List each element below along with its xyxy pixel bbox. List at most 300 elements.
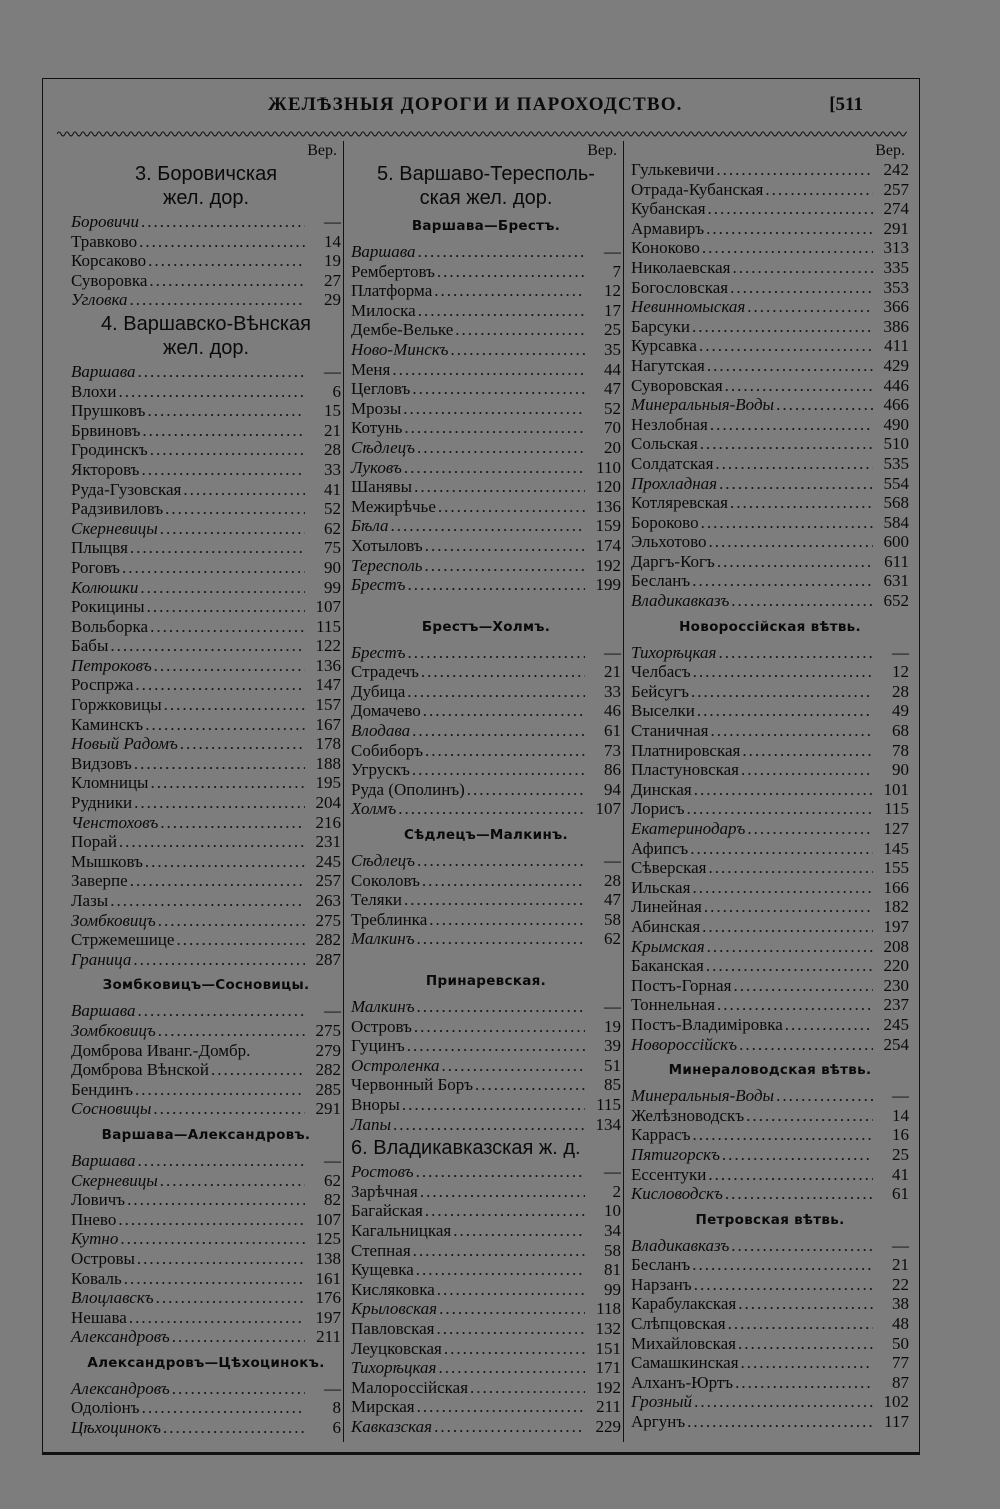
leader-dots	[398, 799, 585, 819]
station-row	[631, 395, 909, 415]
leader-dots	[129, 1308, 305, 1328]
station-name: Влохи	[71, 381, 117, 401]
station-row	[351, 281, 621, 301]
distance-value: 82	[324, 1190, 341, 1210]
station-name: Корсаково	[71, 251, 147, 271]
station-name: Угловка	[71, 290, 128, 310]
distance-value: 50	[892, 1333, 909, 1353]
distance-value: 192	[595, 555, 621, 575]
station-row	[71, 519, 341, 539]
leader-dots	[708, 1165, 873, 1185]
leader-dots	[150, 440, 305, 460]
leader-dots	[708, 858, 873, 878]
leader-dots	[741, 1353, 873, 1373]
station-name: Отрада-Кубанская	[631, 179, 764, 199]
station-name: Гродинскъ	[71, 440, 148, 460]
leader-dots	[437, 262, 585, 282]
station-row	[71, 1398, 341, 1418]
station-name: Платформа	[351, 281, 433, 301]
station-row	[351, 1378, 621, 1398]
distance-value: 22	[892, 1274, 909, 1294]
station-name: Постъ-Горная	[631, 975, 732, 995]
station-name: Кущевка	[351, 1260, 414, 1280]
station-row	[351, 1095, 621, 1115]
distance-value: 229	[595, 1416, 621, 1436]
station-row	[71, 695, 341, 715]
station-name: Минеральныя-Воды	[631, 395, 775, 415]
station-row	[351, 340, 621, 360]
station-row	[351, 1115, 621, 1135]
leader-dots	[141, 212, 305, 232]
leader-dots	[731, 1236, 873, 1256]
station-name: Желѣзноводскъ	[631, 1105, 745, 1125]
leader-dots	[704, 897, 873, 917]
distance-value: 174	[595, 535, 621, 555]
station-name: Бороково	[631, 512, 699, 532]
distance-value: 115	[596, 1094, 621, 1114]
station-row	[351, 682, 621, 702]
station-row	[351, 760, 621, 780]
station-name: Петроковъ	[71, 655, 152, 675]
station-name: Варшава	[71, 1001, 136, 1021]
station-name: Порай	[71, 832, 117, 852]
distance-value: 10	[604, 1201, 621, 1221]
leader-dots	[470, 1378, 585, 1398]
station-row	[631, 297, 909, 317]
station-row	[631, 317, 909, 337]
station-row	[631, 199, 909, 219]
distance-value: 182	[883, 897, 909, 917]
station-name: Сосновицы	[71, 1099, 152, 1119]
station-row	[71, 656, 341, 676]
station-row	[71, 1308, 341, 1328]
distance-value: 115	[316, 616, 341, 636]
station-name: Дубица	[351, 681, 406, 701]
station-row	[631, 819, 909, 839]
station-name: Гулькевичи	[631, 160, 715, 179]
station-row	[631, 336, 909, 356]
station-name: Багайская	[351, 1201, 423, 1221]
leader-dots	[149, 271, 305, 291]
station-name: Треблинка	[351, 909, 428, 929]
station-row	[631, 474, 909, 494]
leader-dots	[436, 1319, 585, 1339]
distance-value: 46	[604, 701, 621, 721]
station-row	[351, 399, 621, 419]
distance-value: 81	[604, 1260, 621, 1280]
station-name: Брвиновъ	[71, 420, 141, 440]
station-row	[631, 1255, 909, 1275]
distance-value: 157	[315, 695, 341, 715]
distance-value: 35	[604, 339, 621, 359]
distance-value: 291	[883, 218, 909, 238]
leader-dots	[687, 799, 873, 819]
station-name: Крыловская	[351, 1299, 438, 1319]
distance-value: 61	[892, 1184, 909, 1204]
station-row	[71, 382, 341, 402]
station-name: Колюшки	[71, 577, 139, 597]
station-name: Рокицины	[71, 597, 145, 617]
station-row	[71, 1060, 341, 1080]
station-name: Межирѣчье	[351, 496, 436, 516]
leader-dots	[142, 421, 305, 441]
station-name: Зомбковицъ	[71, 1020, 156, 1040]
distance-value: 117	[884, 1412, 909, 1432]
distance-value: 230	[883, 975, 909, 995]
leader-dots	[747, 819, 873, 839]
leader-dots	[154, 656, 305, 676]
station-name: Курсавка	[631, 336, 697, 356]
station-row	[351, 556, 621, 576]
station-row	[351, 262, 621, 282]
station-row	[71, 460, 341, 480]
distance-value: 7	[612, 261, 621, 281]
leader-dots	[130, 871, 305, 891]
station-name: Богословская	[631, 277, 729, 297]
station-row	[71, 1288, 341, 1308]
leader-dots	[420, 1182, 585, 1202]
station-name: Владикавказъ	[631, 591, 730, 611]
section-heading: Новороссiйская вѣтвь.	[679, 618, 861, 635]
station-name: Минеральныя-Воды	[631, 1086, 775, 1106]
leader-dots	[715, 454, 873, 474]
distance-value: 14	[892, 1105, 909, 1125]
distance-value: 291	[315, 1099, 341, 1119]
station-row	[71, 421, 341, 441]
station-row	[71, 1190, 341, 1210]
station-name: Самашкинская	[631, 1353, 739, 1373]
distance-value: —	[324, 1001, 341, 1021]
railway-heading	[71, 312, 341, 360]
station-name: Даргъ-Когъ	[631, 551, 715, 571]
leader-dots	[122, 558, 305, 578]
station-name: Мирская	[351, 1397, 415, 1417]
distance-value: —	[604, 851, 621, 871]
station-name: Ростовъ	[351, 1162, 414, 1182]
station-row	[71, 911, 341, 931]
leader-dots	[694, 780, 873, 800]
station-name: Зарѣчная	[351, 1181, 418, 1201]
station-row	[351, 741, 621, 761]
distance-value: 600	[883, 532, 909, 552]
station-name: Луковъ	[351, 457, 402, 477]
distance-value: 231	[315, 832, 341, 852]
distance-value: 58	[604, 1240, 621, 1260]
leader-dots	[692, 317, 873, 337]
leader-dots	[135, 675, 305, 695]
station-name: Сѣверская	[631, 858, 707, 878]
leader-dots	[160, 813, 305, 833]
distance-value: —	[324, 1150, 341, 1170]
distance-value: —	[324, 1378, 341, 1398]
station-name: Меня	[351, 359, 391, 379]
station-name: Милоска	[351, 300, 416, 320]
distance-value: 110	[596, 457, 621, 477]
distance-value: 70	[604, 418, 621, 438]
railway-heading-subtitle: жел. дор.	[162, 336, 250, 359]
leader-dots	[746, 1106, 873, 1126]
station-row	[351, 1017, 621, 1037]
station-row	[631, 741, 909, 761]
station-row	[71, 232, 341, 252]
station-name: Лорисъ	[631, 799, 685, 819]
leader-dots	[693, 1125, 873, 1145]
distance-value: 16	[892, 1125, 909, 1145]
station-name: Скерневицы	[71, 518, 158, 538]
station-name: Кломницы	[71, 773, 149, 793]
station-name: Ессентуки	[631, 1164, 707, 1184]
distance-value: 199	[595, 575, 621, 595]
leader-dots	[153, 1099, 305, 1119]
station-name: Травково	[71, 231, 138, 251]
leader-dots	[719, 474, 873, 494]
distance-value: 155	[883, 858, 909, 878]
distance-value: 12	[604, 281, 621, 301]
distance-value: 39	[604, 1036, 621, 1056]
station-name: Пластуновская	[631, 760, 739, 780]
distance-value: 366	[883, 297, 909, 317]
leader-dots	[160, 1171, 305, 1191]
distance-value: 197	[883, 916, 909, 936]
distance-value: —	[604, 1162, 621, 1182]
station-row	[631, 1275, 909, 1295]
distance-value: 429	[883, 355, 909, 375]
distance-value: 490	[883, 414, 909, 434]
leader-dots	[404, 418, 585, 438]
station-name: Руда-Гузовская	[71, 479, 182, 499]
leader-dots	[172, 1379, 305, 1399]
distance-value: 204	[315, 793, 341, 813]
leader-dots	[422, 871, 585, 891]
leader-dots	[710, 415, 873, 435]
station-name: Хотыловъ	[351, 535, 423, 555]
station-name: Кутно	[71, 1229, 119, 1249]
station-row	[631, 1294, 909, 1314]
station-name: Каминскъ	[71, 714, 144, 734]
leader-dots	[124, 1269, 305, 1289]
distance-value: 275	[315, 1020, 341, 1040]
station-row	[71, 1080, 341, 1100]
distance-value: 147	[315, 675, 341, 695]
distance-value: 195	[315, 773, 341, 793]
leader-dots	[417, 1397, 585, 1417]
station-name: Тихорѣцкая	[351, 1358, 437, 1378]
leader-dots	[702, 238, 873, 258]
station-name: Остроленка	[351, 1055, 440, 1075]
column-right	[631, 141, 909, 1440]
leader-dots	[738, 1334, 873, 1354]
station-row	[631, 897, 909, 917]
leader-dots	[694, 1275, 873, 1295]
distance-value: 77	[892, 1353, 909, 1373]
station-name: Павловская	[351, 1318, 435, 1338]
leader-dots	[735, 1373, 873, 1393]
station-row	[71, 1001, 341, 1021]
station-row	[71, 558, 341, 578]
station-name: Плыцвя	[71, 538, 128, 558]
leader-dots	[135, 1080, 305, 1100]
station-name: Алханъ-Юртъ	[631, 1372, 734, 1392]
distance-value: 47	[604, 890, 621, 910]
section-heading: Принаревская.	[425, 973, 547, 989]
leader-dots	[453, 1221, 585, 1241]
distance-value: 145	[883, 838, 909, 858]
leader-dots	[119, 382, 306, 402]
leader-dots	[434, 1417, 585, 1437]
station-name: Боровичи	[71, 212, 140, 231]
leader-dots	[421, 662, 585, 682]
distance-value: 136	[595, 496, 621, 516]
station-name: Видзовъ	[71, 753, 132, 773]
station-name: Ново-Минскъ	[351, 339, 449, 359]
station-row	[631, 571, 909, 591]
distance-value: 99	[324, 577, 341, 597]
station-name: Стржемешице	[71, 930, 175, 950]
distance-value: 52	[324, 499, 341, 519]
railway-heading-title: 4. Варшавско-Вѣнская	[101, 312, 311, 335]
station-name: Динская	[631, 779, 692, 799]
distance-value: 47	[604, 379, 621, 399]
distance-value: 208	[883, 936, 909, 956]
distance-value: 61	[604, 721, 621, 741]
distance-value: 611	[884, 551, 909, 571]
leader-dots	[442, 1056, 585, 1076]
distance-value: 313	[883, 238, 909, 258]
leader-dots	[133, 950, 305, 970]
station-row	[351, 320, 621, 340]
leader-dots	[455, 320, 585, 340]
distance-value: 192	[595, 1377, 621, 1397]
railway-heading-subtitle: жел. дор.	[162, 187, 250, 209]
leader-dots	[404, 458, 585, 478]
station-name: Коваль	[71, 1268, 122, 1288]
distance-value: 6	[332, 381, 341, 401]
leader-dots	[417, 997, 585, 1017]
station-row	[71, 636, 341, 656]
station-name: Лапы	[351, 1114, 392, 1134]
railway-heading-title: 5. Варшаво-Тересполь-	[377, 163, 595, 185]
station-row	[351, 701, 621, 721]
distance-value: 58	[604, 909, 621, 929]
station-row	[351, 910, 621, 930]
section-heading: Варшава—Александровъ.	[101, 1126, 311, 1143]
station-row	[351, 1182, 621, 1202]
station-row	[631, 415, 909, 435]
leader-dots	[158, 911, 305, 931]
distance-value: 510	[883, 434, 909, 454]
leader-dots	[134, 754, 305, 774]
station-name: Граница	[71, 949, 132, 969]
station-name: Зомбковицъ	[71, 910, 156, 930]
station-row	[71, 1021, 341, 1041]
station-row	[631, 532, 909, 552]
leader-dots	[137, 1151, 305, 1171]
distance-value: 282	[315, 1060, 341, 1080]
station-name: Цѣхоцинокъ	[71, 1418, 161, 1438]
leader-dots	[147, 401, 305, 421]
leader-dots	[732, 258, 873, 278]
station-name: Крымская	[631, 936, 705, 956]
station-name: Вноры	[351, 1094, 400, 1114]
distance-value: 78	[892, 740, 909, 760]
section-heading: Минераловодская вѣтвь.	[668, 1062, 872, 1079]
station-name: Лазы	[71, 891, 109, 910]
station-name: Брестъ	[351, 642, 406, 662]
distance-value: 107	[315, 1209, 341, 1229]
station-row	[631, 799, 909, 819]
leader-dots	[164, 695, 305, 715]
station-row	[71, 617, 341, 637]
distance-value: 197	[315, 1307, 341, 1327]
station-name: Коноково	[631, 238, 700, 258]
station-name: Малкинъ	[351, 929, 415, 949]
distance-value: 335	[883, 257, 909, 277]
distance-value: 62	[324, 1170, 341, 1190]
station-row	[631, 760, 909, 780]
distance-value: 136	[315, 655, 341, 675]
station-row	[71, 1379, 341, 1399]
station-row	[71, 930, 341, 950]
spacer	[351, 595, 621, 611]
leader-dots	[120, 1229, 305, 1249]
distance-value: 17	[604, 300, 621, 320]
station-name: Владикавказъ	[631, 1235, 730, 1255]
railway-heading	[351, 162, 621, 210]
station-row	[351, 575, 621, 595]
station-name: Кубанская	[631, 199, 706, 219]
leader-dots	[402, 1095, 585, 1115]
distance-value: 386	[883, 316, 909, 336]
station-row	[351, 516, 621, 536]
leader-dots	[137, 362, 305, 382]
station-row	[71, 290, 341, 310]
leader-dots	[141, 460, 305, 480]
leader-dots	[148, 251, 305, 271]
distance-value: 38	[892, 1294, 909, 1314]
station-name: Ильская	[631, 877, 691, 897]
station-name: Екатеринодаръ	[631, 819, 746, 838]
station-row	[631, 1035, 909, 1055]
distance-value: 27	[324, 270, 341, 290]
leader-dots	[145, 715, 305, 735]
distance-value: —	[892, 1235, 909, 1255]
leader-dots	[438, 497, 585, 517]
station-name: Домброва Вѣнской	[71, 1060, 209, 1080]
leader-dots	[438, 1358, 585, 1378]
station-row	[351, 438, 621, 458]
station-row	[351, 418, 621, 438]
leader-dots	[413, 1241, 585, 1261]
distance-value: 125	[315, 1229, 341, 1249]
station-name: Страдечъ	[351, 662, 419, 682]
leader-dots	[693, 662, 873, 682]
distance-value: 15	[324, 401, 341, 421]
leader-dots	[475, 1075, 585, 1095]
station-row	[351, 497, 621, 517]
station-name: Одолiонъ	[71, 1398, 140, 1418]
station-row	[351, 360, 621, 380]
distance-value: 34	[604, 1220, 621, 1240]
station-row	[631, 1353, 909, 1373]
station-name: Заверпе	[71, 871, 128, 891]
distance-value: 25	[604, 320, 621, 340]
leader-dots	[730, 493, 873, 513]
versts-label: Вер.	[307, 142, 337, 159]
station-row	[631, 1125, 909, 1145]
distance-value: 188	[315, 753, 341, 773]
leader-dots	[722, 1145, 873, 1165]
leader-dots	[140, 578, 305, 598]
